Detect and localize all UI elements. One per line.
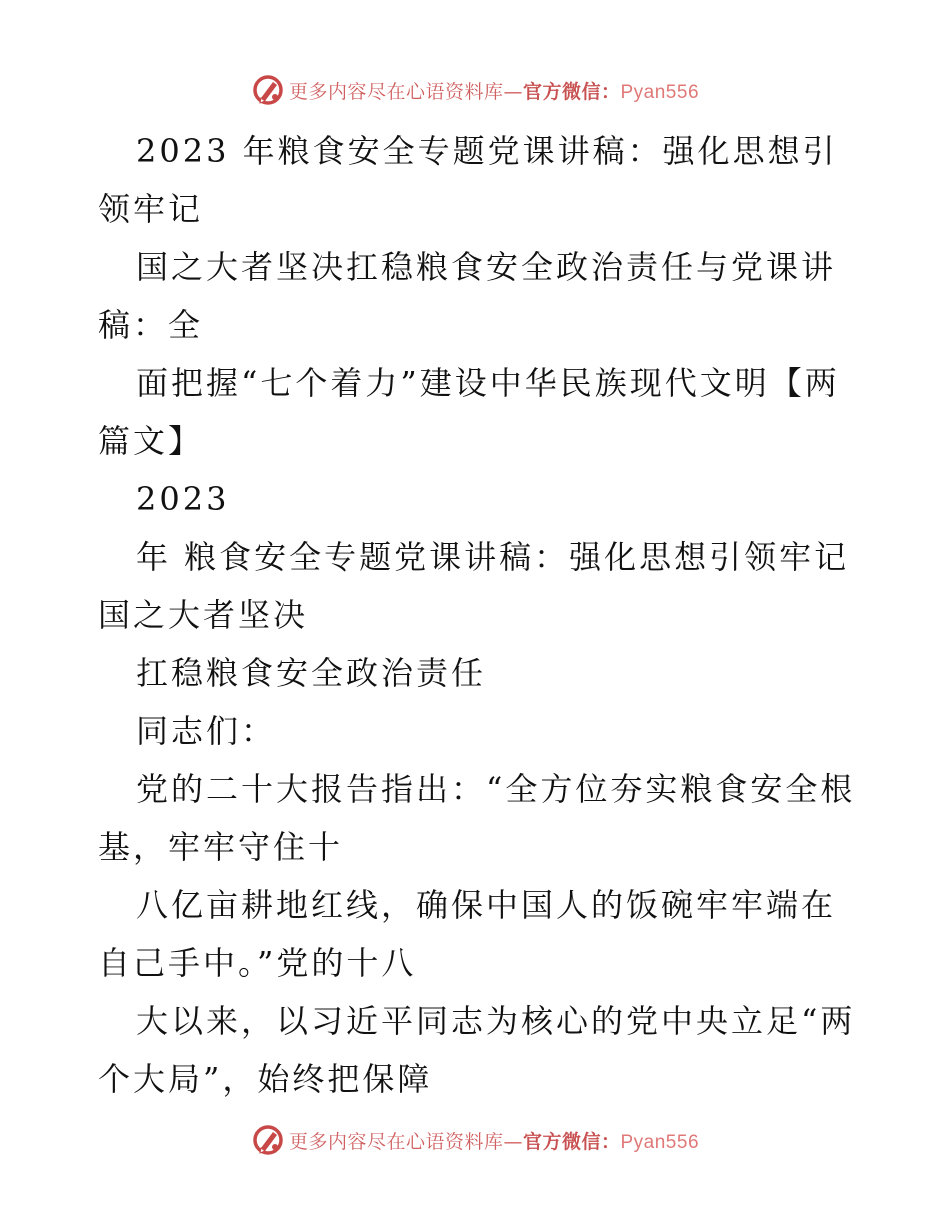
body-paragraph: 同志们： (136, 712, 277, 750)
body-paragraph: 面把握“七个着力”建设中华民族现代文明【两篇文】 (98, 364, 840, 460)
pen-circle-logo-icon (251, 1123, 285, 1157)
body-paragraph: 八亿亩耕地红线，确保中国人的饭碗牢牢端在自己手中。”党的十八 (98, 886, 837, 982)
footer-wx-label: 官方微信： (522, 1130, 621, 1153)
body-paragraph: 年 粮食安全专题党课讲稿：强化思想引领牢记国之大者坚决 (98, 538, 850, 634)
header-site-text: 更多内容尽在心语资料库 (288, 80, 504, 103)
pen-circle-logo-icon (251, 73, 285, 107)
body-paragraph: 扛稳粮食安全政治责任 (136, 654, 487, 692)
header-watermark (0, 70, 950, 110)
document-body (98, 122, 858, 1108)
header-watermark-text (289, 77, 699, 104)
body-paragraph: 国之大者坚决扛稳粮食安全政治责任与党课讲稿：全 (98, 248, 837, 344)
footer-dash: — (503, 1130, 523, 1153)
header-dash: — (503, 80, 523, 103)
footer-wx-id: Pyan556 (620, 1131, 700, 1153)
header-wx-label: 官方微信： (522, 80, 621, 103)
footer-watermark (0, 1120, 950, 1160)
body-paragraph: 大以来，以习近平同志为核心的党中央立足“两个大局”，始终把保障 (98, 1002, 856, 1098)
header-wx-id: Pyan556 (620, 81, 700, 103)
body-paragraph: 党的二十大报告指出：“全方位夯实粮食安全根基，牢牢守住十 (98, 770, 856, 866)
body-paragraph: 2023 (136, 480, 230, 518)
footer-watermark-text (289, 1127, 699, 1154)
footer-site-text: 更多内容尽在心语资料库 (288, 1130, 504, 1153)
body-paragraph: 2023 年粮食安全专题党课讲稿：强化思想引领牢记 (98, 132, 838, 228)
